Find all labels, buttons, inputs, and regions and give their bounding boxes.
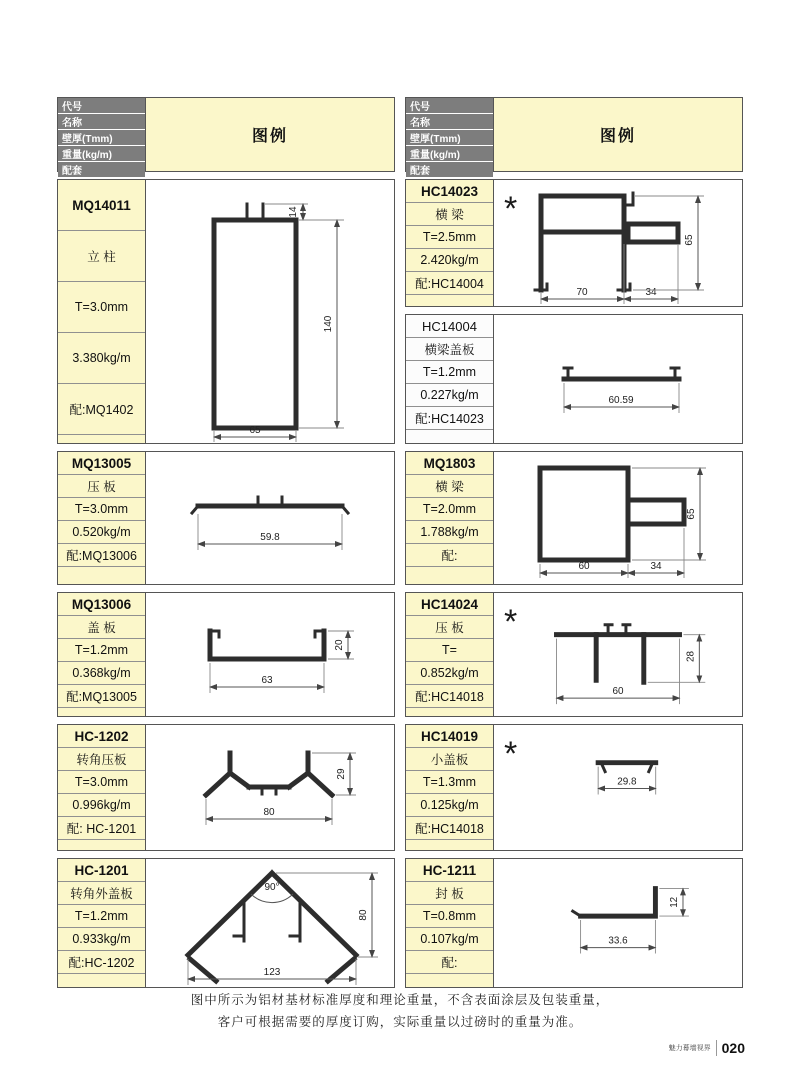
footer-note xyxy=(0,990,800,1034)
block-hc-1211 xyxy=(405,858,743,988)
profile-weight: 0.368kg/m xyxy=(58,662,145,685)
small-cover-drawing xyxy=(494,725,742,850)
profile-name: 横 梁 xyxy=(406,203,493,226)
table-header xyxy=(405,97,743,177)
dim-label: 80 xyxy=(358,909,369,921)
profile-match: 配:HC-1202 xyxy=(58,951,145,974)
profile-weight: 0.125kg/m xyxy=(406,794,493,817)
block-hc14019 xyxy=(405,724,743,851)
beam-section-drawing xyxy=(494,452,742,584)
pressure-plate-drawing xyxy=(494,593,742,716)
asterisk-icon: * xyxy=(504,190,518,228)
profile-name: 立 柱 xyxy=(58,231,145,282)
spacer xyxy=(406,708,493,716)
profile-diagram xyxy=(146,859,394,987)
dim-label: 70 xyxy=(576,287,588,298)
dim-label: 12 xyxy=(669,896,681,908)
header-name: 名称 xyxy=(406,114,493,130)
profile-diagram xyxy=(146,593,394,716)
profile-weight: 0.996kg/m xyxy=(58,794,145,817)
profile-name: 压 板 xyxy=(406,616,493,639)
profile-code: MQ14011 xyxy=(58,180,145,231)
profile-weight: 0.852kg/m xyxy=(406,662,493,685)
dim-label: 65 xyxy=(686,508,697,520)
seal-plate-drawing xyxy=(494,859,742,987)
dim-label: 34 xyxy=(650,561,662,572)
dim-label: 65 xyxy=(684,234,695,246)
block-hc14023 xyxy=(405,179,743,307)
brand-text: 魅力幕墙视界 xyxy=(668,1045,711,1052)
profile-code: HC14024 xyxy=(406,593,493,616)
profile-match: 配:HC14018 xyxy=(406,685,493,708)
profile-weight: 0.227kg/m xyxy=(406,384,493,407)
dim-label: 29.8 xyxy=(617,776,637,788)
profile-match: 配:HC14004 xyxy=(406,272,493,295)
spacer xyxy=(406,840,493,850)
profile-name: 转角压板 xyxy=(58,748,145,771)
asterisk-icon: * xyxy=(504,603,518,641)
dim-label: 90° xyxy=(264,882,280,893)
block-mq13005 xyxy=(57,451,395,585)
asterisk-icon: * xyxy=(504,735,518,773)
header-weight: 重量(kg/m) xyxy=(58,146,145,162)
profile-weight: 0.107kg/m xyxy=(406,928,493,951)
mullion-section-drawing xyxy=(146,180,394,443)
channel-section-drawing xyxy=(146,593,394,716)
profile-thickness: T=2.0mm xyxy=(406,498,493,521)
profile-match: 配: HC-1201 xyxy=(58,817,145,840)
profile-thickness: T= xyxy=(406,639,493,662)
block-hc-1201 xyxy=(57,858,395,988)
profile-match: 配:MQ13006 xyxy=(58,544,145,567)
header-match: 配套 xyxy=(58,162,145,177)
page-number: 020 xyxy=(716,1040,745,1056)
profile-match: 配: xyxy=(406,544,493,567)
profile-code: HC14019 xyxy=(406,725,493,748)
profile-thickness: T=3.0mm xyxy=(58,771,145,794)
profile-weight: 0.520kg/m xyxy=(58,521,145,544)
profile-code: MQ13005 xyxy=(58,452,145,475)
corner-cover-drawing xyxy=(146,859,394,987)
right-table xyxy=(405,97,743,988)
dim-label: 14 xyxy=(288,206,299,218)
profile-diagram xyxy=(494,725,742,850)
profile-name: 压 板 xyxy=(58,475,145,498)
header-code: 代号 xyxy=(406,98,493,114)
dim-label: 65 xyxy=(249,425,261,436)
profile-name: 横 梁 xyxy=(406,475,493,498)
profile-match: 配:HC14023 xyxy=(406,407,493,430)
profile-diagram xyxy=(494,593,742,716)
header-thickness: 壁厚(Tmm) xyxy=(58,130,145,146)
dim-label: 59.8 xyxy=(260,532,280,543)
block-hc14004 xyxy=(405,314,743,444)
profile-match: 配:MQ1402 xyxy=(58,384,145,435)
dim-label: 140 xyxy=(323,315,334,333)
profile-weight: 3.380kg/m xyxy=(58,333,145,384)
profile-name: 盖 板 xyxy=(58,616,145,639)
left-table xyxy=(57,97,395,988)
profile-diagram xyxy=(146,180,394,443)
profile-name: 横梁盖板 xyxy=(406,338,493,361)
profile-tables xyxy=(57,97,743,988)
plate-section-drawing xyxy=(146,452,394,584)
header-thickness: 壁厚(Tmm) xyxy=(406,130,493,146)
profile-diagram xyxy=(494,859,742,987)
dim-label: 80 xyxy=(263,807,275,818)
profile-match: 配: xyxy=(406,951,493,974)
header-name: 名称 xyxy=(58,114,145,130)
dim-label: 33.6 xyxy=(608,935,628,947)
beam-section-drawing xyxy=(494,180,742,306)
dim-label: 28 xyxy=(685,650,697,662)
profile-code: HC14004 xyxy=(406,315,493,338)
profile-code: HC-1211 xyxy=(406,859,493,882)
profile-weight: 0.933kg/m xyxy=(58,928,145,951)
spacer xyxy=(406,295,493,306)
dim-label: 60 xyxy=(578,561,590,572)
footer-note-line2: 客户可根据需要的厚度订购，实际重量以过磅时的重量为准。 xyxy=(217,1014,583,1029)
profile-code: HC14023 xyxy=(406,180,493,203)
block-mq13006 xyxy=(57,592,395,717)
header-weight: 重量(kg/m) xyxy=(406,146,493,162)
dim-label: 34 xyxy=(645,287,657,298)
table-header xyxy=(57,97,395,177)
spacer xyxy=(406,974,493,987)
profile-diagram xyxy=(494,315,742,443)
dim-label: 123 xyxy=(263,967,281,978)
header-legend: 图例 xyxy=(494,98,742,171)
profile-thickness: T=1.2mm xyxy=(406,361,493,384)
profile-thickness: T=1.2mm xyxy=(58,639,145,662)
profile-name: 小盖板 xyxy=(406,748,493,771)
header-code: 代号 xyxy=(58,98,145,114)
dim-label: 63 xyxy=(261,675,273,686)
profile-diagram xyxy=(494,180,742,306)
profile-diagram xyxy=(146,725,394,850)
profile-match: 配:HC14018 xyxy=(406,817,493,840)
profile-thickness: T=3.0mm xyxy=(58,498,145,521)
header-legend: 图例 xyxy=(146,98,394,171)
spacer xyxy=(58,974,145,987)
spacer xyxy=(58,435,145,443)
profile-code: MQ1803 xyxy=(406,452,493,475)
spacer xyxy=(58,840,145,850)
profile-thickness: T=1.2mm xyxy=(58,905,145,928)
spacer xyxy=(406,430,493,443)
profile-code: HC-1201 xyxy=(58,859,145,882)
corner-pressure-plate-drawing xyxy=(146,725,394,850)
dim-label: 60 xyxy=(612,686,624,698)
spacer xyxy=(58,567,145,584)
block-hc14024 xyxy=(405,592,743,717)
profile-match: 配:MQ13005 xyxy=(58,685,145,708)
header-match: 配套 xyxy=(406,162,493,177)
block-hc-1202 xyxy=(57,724,395,851)
profile-thickness: T=1.3mm xyxy=(406,771,493,794)
profile-thickness: T=2.5mm xyxy=(406,226,493,249)
profile-weight: 2.420kg/m xyxy=(406,249,493,272)
page-footer xyxy=(669,1040,745,1056)
profile-code: HC-1202 xyxy=(58,725,145,748)
profile-diagram xyxy=(146,452,394,584)
profile-name: 转角外盖板 xyxy=(58,882,145,905)
cover-plate-drawing xyxy=(494,315,742,443)
spacer xyxy=(406,567,493,584)
profile-thickness: T=3.0mm xyxy=(58,282,145,333)
spacer xyxy=(58,708,145,716)
footer-note-line1: 图中所示为铝材基材标准厚度和理论重量，不含表面涂层及包装重量， xyxy=(190,993,610,1007)
profile-code: MQ13006 xyxy=(58,593,145,616)
profile-name: 封 板 xyxy=(406,882,493,905)
dim-label: 20 xyxy=(334,639,345,651)
dim-label: 29 xyxy=(336,768,347,780)
profile-weight: 1.788kg/m xyxy=(406,521,493,544)
block-mq1803 xyxy=(405,451,743,585)
profile-thickness: T=0.8mm xyxy=(406,905,493,928)
profile-diagram xyxy=(494,452,742,584)
dim-label: 60.59 xyxy=(608,395,634,406)
block-mq14011 xyxy=(57,179,395,444)
